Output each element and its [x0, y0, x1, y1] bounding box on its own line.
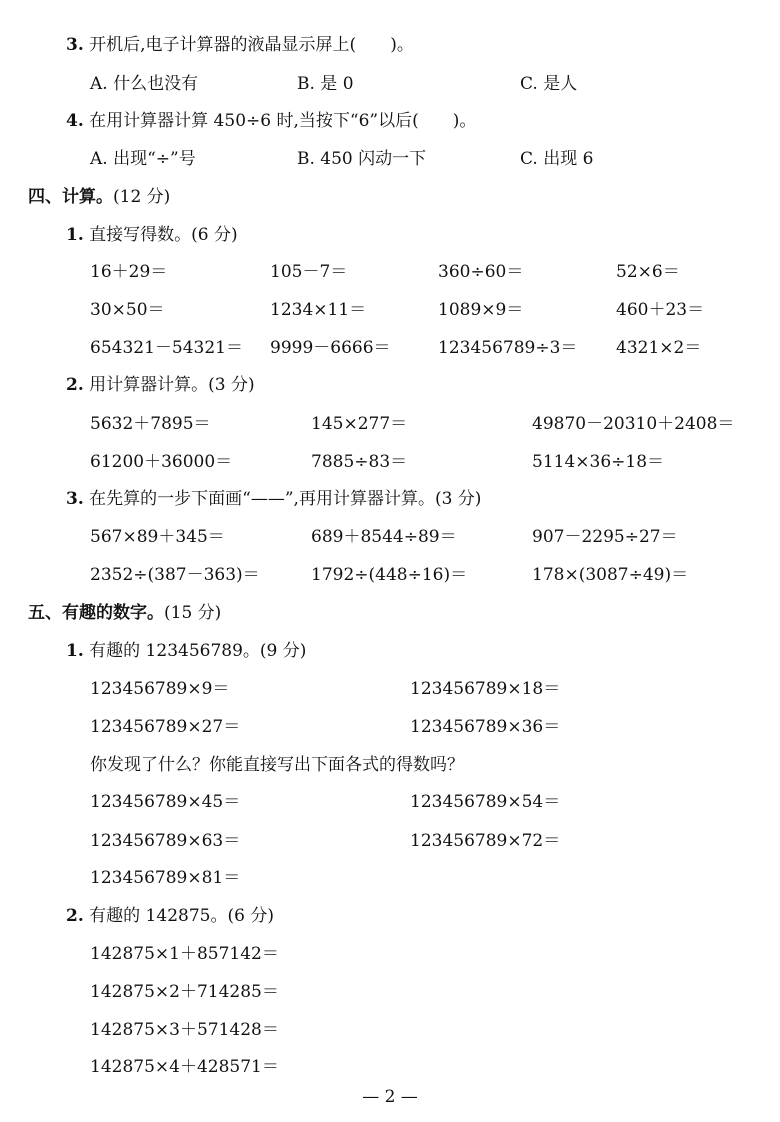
calc-row — [0, 712, 780, 742]
question-4-options — [0, 144, 780, 174]
question-points: (3 分) — [208, 375, 255, 395]
calc-item: 567×89＋345＝ — [90, 527, 225, 547]
calc-item: 61200＋36000＝ — [90, 452, 233, 472]
calc-row — [0, 939, 780, 969]
s5-question-2 — [0, 901, 780, 931]
calc-item: 5114×36÷18＝ — [532, 452, 665, 472]
s4-question-3 — [0, 484, 780, 514]
question-points: (6 分) — [227, 906, 274, 926]
calc-item: 4321×2＝ — [616, 338, 702, 358]
calc-item: 360÷60＝ — [438, 262, 524, 282]
calc-item: 123456789×9＝ — [90, 679, 230, 699]
calc-row — [0, 674, 780, 704]
calc-item: 142875×3＋571428＝ — [90, 1020, 279, 1040]
calc-row — [0, 826, 780, 856]
calc-item: 907－2295÷27＝ — [532, 527, 678, 547]
question-text: 有趣的 142875。 — [89, 906, 228, 926]
option-b: B. 450 闪动一下 — [297, 149, 427, 169]
question-number: 3. — [66, 35, 84, 55]
option-c: C. 是人 — [520, 74, 578, 94]
section-title: 四、计算。 — [28, 187, 113, 207]
calc-item: 1234×11＝ — [270, 300, 367, 320]
calc-row — [0, 1015, 780, 1045]
question-text: 用计算器计算。 — [89, 375, 209, 395]
calc-item: 105－7＝ — [270, 262, 348, 282]
calc-row — [0, 977, 780, 1007]
s5-question-1 — [0, 636, 780, 666]
question-3 — [0, 30, 780, 60]
section-5-heading — [0, 598, 780, 628]
question-number: 4. — [66, 111, 84, 131]
calc-item: 123456789×45＝ — [90, 792, 241, 812]
calc-item: 123456789×27＝ — [90, 717, 241, 737]
calc-item: 142875×2＋714285＝ — [90, 982, 279, 1002]
section-title: 五、有趣的数字。 — [28, 603, 164, 623]
calc-row — [0, 1052, 780, 1082]
question-number: 1. — [66, 641, 84, 661]
question-number: 1. — [66, 225, 84, 245]
question-text: 在先算的一步下面画“——”,再用计算器计算。 — [89, 489, 435, 509]
calc-item: 123456789÷3＝ — [438, 338, 578, 358]
calc-item: 49870－20310＋2408＝ — [532, 414, 735, 434]
calc-item: 460＋23＝ — [616, 300, 705, 320]
question-3-options — [0, 69, 780, 99]
calc-item: 5632＋7895＝ — [90, 414, 211, 434]
option-a: A. 出现“÷”号 — [90, 149, 196, 169]
calc-item: 2352÷(387－363)＝ — [90, 565, 260, 585]
calc-item: 52×6＝ — [616, 262, 680, 282]
calc-item: 30×50＝ — [90, 300, 165, 320]
calc-item: 145×277＝ — [311, 414, 408, 434]
calc-item: 7885÷83＝ — [311, 452, 408, 472]
question-text: 开机后,电子计算器的液晶显示屏上( )。 — [89, 35, 414, 55]
calc-item: 142875×1＋857142＝ — [90, 944, 279, 964]
s4-question-1 — [0, 220, 780, 250]
question-points: (6 分) — [191, 225, 238, 245]
calc-row — [0, 333, 780, 363]
calc-item: 123456789×63＝ — [90, 831, 241, 851]
question-number: 2. — [66, 375, 84, 395]
calc-item: 178×(3087÷49)＝ — [532, 565, 689, 585]
calc-row — [0, 257, 780, 287]
page-number: — 2 — — [362, 1087, 418, 1107]
question-points: (9 分) — [259, 641, 307, 661]
calc-item: 123456789×72＝ — [410, 831, 561, 851]
calc-row — [0, 787, 780, 817]
calc-item: 1089×9＝ — [438, 300, 524, 320]
calc-row — [0, 560, 780, 590]
question-number: 3. — [66, 489, 84, 509]
option-b: B. 是 0 — [297, 74, 354, 94]
calc-item: 689＋8544÷89＝ — [311, 527, 457, 547]
calc-item: 142875×4＋428571＝ — [90, 1057, 279, 1077]
calc-row — [0, 522, 780, 552]
calc-row — [0, 409, 780, 439]
calc-item: 9999－6666＝ — [270, 338, 391, 358]
section-points: (15 分) — [164, 603, 222, 623]
question-text: 在用计算器计算 450÷6 时,当按下“6”以后( )。 — [89, 111, 477, 131]
section-points: (12 分) — [113, 187, 171, 207]
calc-item: 123456789×18＝ — [410, 679, 561, 699]
calc-item: 123456789×54＝ — [410, 792, 561, 812]
prompt-text: 你发现了什么？你能直接写出下面各式的得数吗？ — [90, 755, 464, 775]
calc-item: 123456789×36＝ — [410, 717, 561, 737]
option-a: A. 什么也没有 — [90, 74, 199, 94]
option-c: C. 出现 6 — [520, 149, 594, 169]
question-text: 有趣的 123456789。 — [89, 641, 260, 661]
question-text: 直接写得数。 — [89, 225, 192, 245]
calc-item: 1792÷(448÷16)＝ — [311, 565, 468, 585]
calc-row — [0, 447, 780, 477]
prompt-line — [0, 750, 780, 780]
question-number: 2. — [66, 906, 84, 926]
question-4 — [0, 106, 780, 136]
question-points: (3 分) — [434, 489, 482, 509]
calc-row — [0, 863, 780, 893]
calc-item: 16＋29＝ — [90, 262, 168, 282]
calc-row — [0, 295, 780, 325]
section-4-heading — [0, 182, 780, 212]
calc-item: 654321－54321＝ — [90, 338, 243, 358]
s4-question-2 — [0, 370, 780, 400]
calc-item: 123456789×81＝ — [90, 868, 241, 888]
